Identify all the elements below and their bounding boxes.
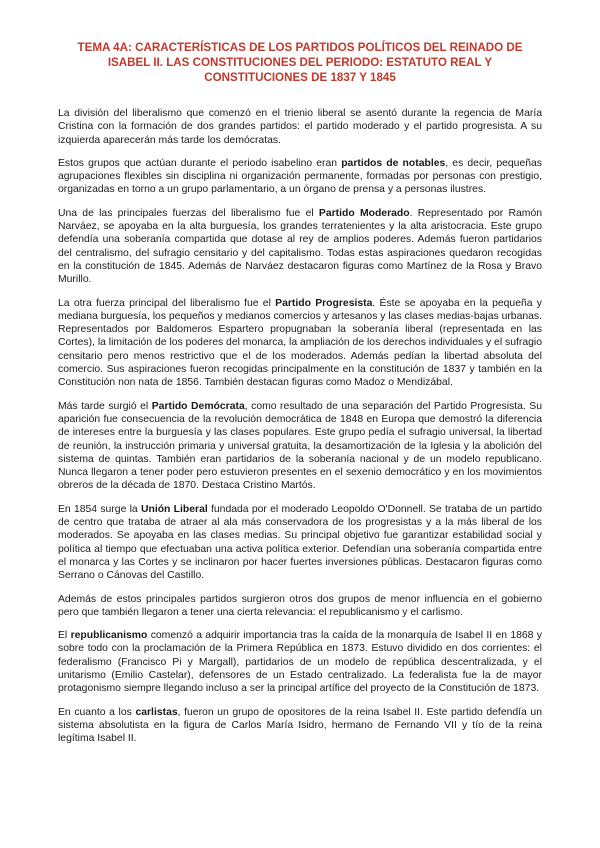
bold-term: carlistas: [135, 706, 178, 718]
paragraph-text: Una de las principales fuerzas del liberalismo fue el: [58, 207, 319, 219]
paragraph-progresista: [58, 297, 542, 390]
paragraph-carlistas: [58, 706, 542, 746]
bold-term: Partido Moderado: [318, 207, 410, 219]
paragraph-text: En cuanto a los: [58, 706, 136, 718]
paragraph-notables: [58, 157, 542, 197]
paragraph-text: Estos grupos que actúan durante el periodo isabelino eran: [58, 157, 342, 169]
paragraph-intro: [58, 107, 542, 147]
paragraph-text: , es decir, pequeñas agrupaciones flexibles sin disciplina ni organización permanente, formadas por personas con prestigio, organizadas en torno a un grupo parlamentario, a un órgano de prensa y a personas ilustres.: [58, 157, 542, 196]
paragraph-democrata: [58, 400, 542, 493]
paragraph-republicanismo: [58, 629, 542, 695]
paragraph-text: La otra fuerza principal del liberalismo fue el: [58, 297, 276, 309]
bold-term: republicanismo: [70, 630, 148, 642]
paragraph-text: , como resultado de una separación del Partido Progresista. Su aparición fue consecuencia de la revolución democrática de 1848 en Europa que demostró la diferencia de intereses entre la burguesía y las clases populares. Este grupo pedía el sufragio universal, la libertad de reunión, la instrucción primaria y universal gratuita, la desamortización de la Iglesia y la abolición del sistema de quintas. También eran partidarios de la soberanía nacional y de un modelo republicano. Nunca llegaron a tener poder pero estuvieron presentes en el sexenio democrático y en los movimientos obreros de la década de 1870. Destaca Cristino Martós.: [58, 400, 543, 492]
paragraph-text: Más tarde surgió el: [58, 400, 152, 412]
bold-term: Unión Liberal: [140, 503, 208, 515]
paragraph-otros-grupos: [58, 593, 542, 620]
bold-term: Partido Progresista: [275, 297, 373, 309]
paragraph-moderado: [58, 207, 542, 287]
paragraph-text: . Éste se apoyaba en la pequeña y mediana burguesía, los pequeños y medianos comercios y artesanos y las clases medias-bajas urbanas. Representados por Baldomeros Espartero propugnaban la soberanía liberal (representada en las Cortes), la limitación de los poderes del monarca, la ampliación de los derechos individuales y el sufragio censitario pero menos restrictivo que el de los moderados. Además pedían la libertad absoluta del comercio. Sus aspiraciones fueron recogidas principalmente en la constitución de 1837 y también en la Constitución non nata de 1856. También destacan figuras como Madoz o Mendizábal.: [58, 297, 543, 389]
paragraph-text: El: [58, 630, 71, 642]
paragraph-text: . Representado por Ramón Narváez, se apoyaba en la alta burguesía, los grandes terratenientes y la alta aristocracia. Este grupo defendía una soberanía compartida que dotase al rey de amplios poderes. Además fueron partidarios del centralismo, del sufragio censitario y del capitalismo. Todas estas aspiraciones quedaron recogidas en la constitución de 1845. Además de Narváez destacaron figuras como Martínez de la Rosa y Bravo Murillo.: [58, 207, 543, 286]
paragraph-union-liberal: [58, 503, 542, 583]
paragraph-text: fundada por el moderado Leopoldo O'Donnell. Se trataba de un partido de centro que trataba de atraer al ala más conservadora de los progresistas y a la más liberal de los moderados. Se apoyaba en las clases medias. Su principal objetivo fue garantizar estabilidad social y política al tiempo que efectuaban una activa política exterior. Defendían una soberanía compartida entre el monarca y las Cortes y se inclinaron por hacer fuertes inversiones públicas. Destacaron figuras como Serrano o Cánovas del Castillo.: [58, 503, 542, 582]
paragraph-text: , fueron un grupo de opositores de la reina Isabel II. Este partido defendía un sistema absolutista en la figura de Carlos María Isidro, hermano de Fernando VII y tío de la reina legítima Isabel II.: [58, 706, 542, 745]
paragraph-text: En 1854 surge la: [58, 503, 141, 515]
paragraph-text: La división del liberalismo que comenzó en el trienio liberal se asentó durante la regencia de María Cristina con la formación de dos grandes partidos: el partido moderado y el partido progresista. A su izquierda aparecerán más tarde los demócratas.: [58, 108, 542, 146]
paragraph-text: Además de estos principales partidos surgieron otros dos grupos de menor influencia en el gobierno pero que también llegaron a tener una cierta relevancia: el republicanismo y el carlismo.: [58, 593, 542, 618]
bold-term: Partido Demócrata: [151, 400, 245, 412]
bold-term: partidos de notables: [341, 157, 446, 169]
document-title: TEMA 4A: CARACTERÍSTICAS DE LOS PARTIDOS POLÍTICOS DEL REINADO DE ISABEL II. LAS CONSTITUCIONES DEL PERIODO: ESTATUTO REAL Y CONSTITUCIONES DE 1837 Y 1845: [77, 41, 523, 84]
paragraph-text: comenzó a adquirir importancia tras la caída de la monarquía de Isabel II en 1868 y sobre todo con la proclamación de la Primera República en 1873. Estuvo dividido en dos corrientes: el federalismo (Francisco Pi y Margall), partidarios de un modelo de república descentralizada, y el unitarismo (Emilio Castelar), defensores de un Estado centralizado. La federalista fue la de mayor protagonismo siempre llegando incluso a ser la principal artífice del proyecto de la Constitución de 1873.: [58, 630, 542, 695]
